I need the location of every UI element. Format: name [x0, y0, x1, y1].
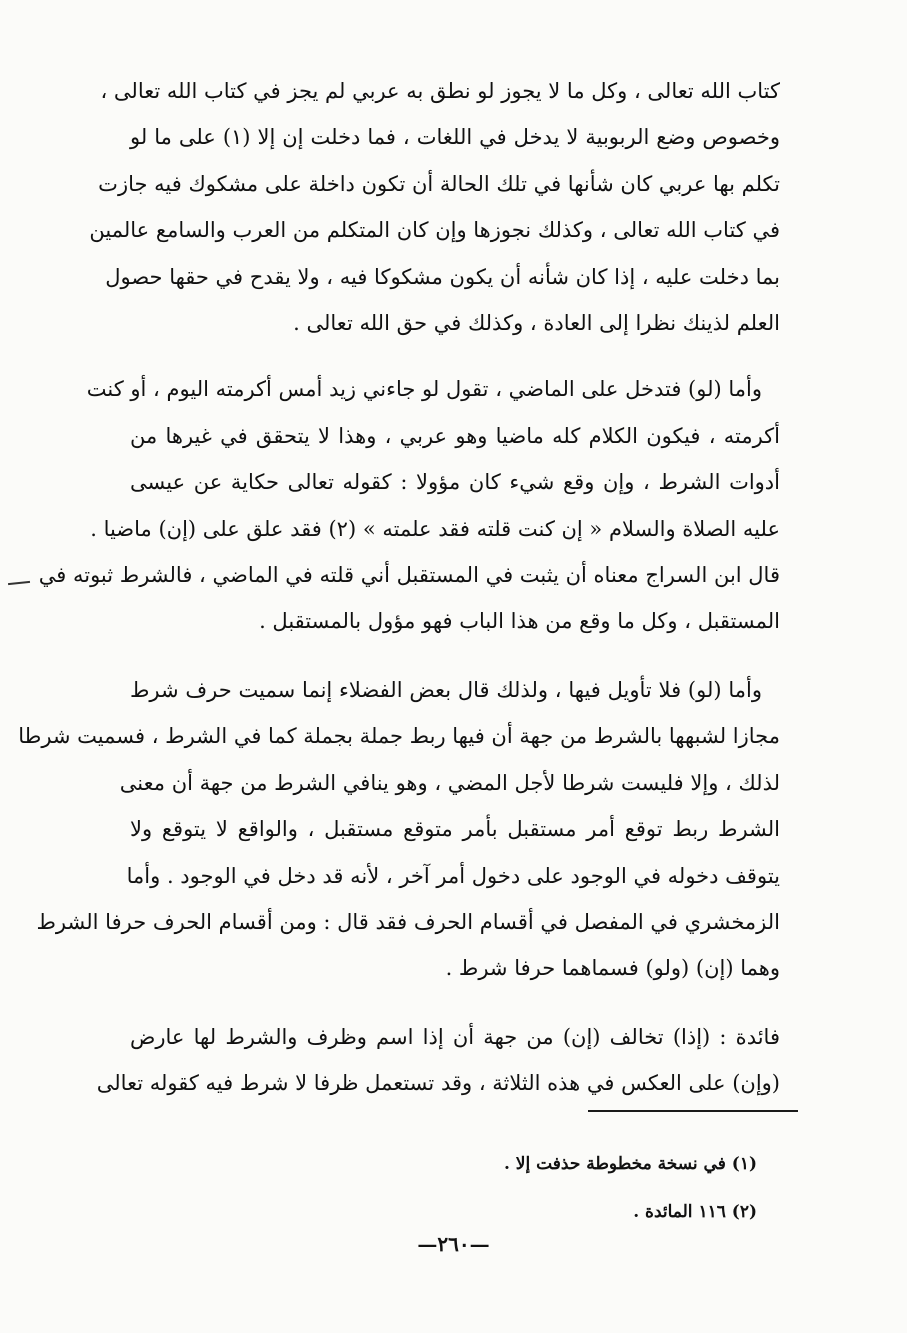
text-line: المستقبل ، وكل ما وقع من هذا الباب فهو مؤول بالمستقبل . — [259, 609, 780, 634]
footnotes — [504, 1140, 757, 1236]
paragraph-4 — [96, 1014, 780, 1107]
text-line: كتاب الله تعالى ، وكل ما لا يجوز لو نطق به عربي لم يجز في كتاب الله تعالى ، — [100, 79, 780, 103]
text-line: عليه الصلاة والسلام « إن كنت قلته فقد علمته » (٢) فقد علق على (إن) ماضيا . — [90, 516, 780, 541]
footnote-2: (٢) ١١٦ المائدة . — [633, 1202, 757, 1222]
paragraph-2 — [38, 366, 780, 644]
text-line: يتوقف دخوله في الوجود على دخول أمر آخر ، لأنه قد دخل في الوجود . وأما — [126, 863, 780, 888]
text-line: الشرط ربط توقع أمر مستقبل بأمر متوقع مستقبل ، والواقع لا يتوقع ولا — [130, 817, 780, 842]
text-line: في كتاب الله تعالى ، وكذلك نجوزها وإن كان المتكلم من العرب والسامع عالمين — [89, 218, 780, 243]
text-line: تكلم بها عربي كان شأنها في تلك الحالة أن تكون داخلة على مشكوك فيه جازت — [98, 171, 780, 196]
text-line: بما دخلت عليه ، إذا كان شأنه أن يكون مشكوكا فيه ، ولا يقدح في حقها حصول — [105, 264, 780, 289]
text-line: أدوات الشرط ، وإن وقع شيء كان مؤولا : كقوله تعالى حكاية عن عيسى — [130, 470, 780, 495]
page-number: —٢٦٠— — [417, 1232, 490, 1256]
margin-mark — [8, 581, 30, 585]
text-line: أكرمته ، فيكون الكلام كله ماضيا وهو عربي ، وهذا لا يتحقق في غيرها من — [130, 423, 780, 448]
footnote-1: (١) في نسخة مخطوطة حذفت إلا . — [503, 1154, 757, 1174]
text-line: الزمخشري في المفصل في أقسام الحرف فقد قال : ومن أقسام الحرف حرفا الشرط — [36, 909, 780, 934]
text-line: وهما (إن) (ولو) فسماهما حرفا شرط . — [445, 956, 780, 981]
text-line: مجازا لشبهها بالشرط من جهة أن فيها ربط جملة بجملة كما في الشرط ، فسميت شرطا — [18, 724, 780, 749]
text-line: وأما (لو) فلا تأويل فيها ، ولذلك قال بعض الفضلاء إنما سميت حرف شرط — [130, 677, 762, 702]
text-line: (وإن) على العكس في هذه الثلاثة ، وقد تستعمل ظرفا لا شرط فيه كقوله تعالى — [96, 1071, 780, 1096]
main-text — [18, 68, 780, 1107]
text-line: وخصوص وضع الربوبية لا يدخل في اللغات ، فما دخلت إن إلا (١) على ما لو — [130, 125, 780, 150]
text-line: وأما (لو) فتدخل على الماضي ، تقول لو جاءني زيد أمس أكرمته اليوم ، أو كنت — [86, 377, 762, 402]
text-line: فائدة : (إذا) تخالف (إن) من جهة أن إذا اسم وظرف والشرط لها عارض — [130, 1024, 780, 1049]
text-line: العلم لذينك نظرا إلى العادة ، وكذلك في حق الله تعالى . — [293, 311, 780, 336]
text-line: لذلك ، وإلا فليست شرطا لأجل المضي ، وهو ينافي الشرط من جهة أن معنى — [119, 770, 780, 795]
footnote-separator — [588, 1110, 798, 1112]
paragraph-1 — [89, 68, 780, 346]
text-line: قال ابن السراج معناه أن يثبت في المستقبل أني قلته في الماضي ، فالشرط ثبوته في — [38, 563, 780, 588]
paragraph-3 — [18, 667, 780, 992]
